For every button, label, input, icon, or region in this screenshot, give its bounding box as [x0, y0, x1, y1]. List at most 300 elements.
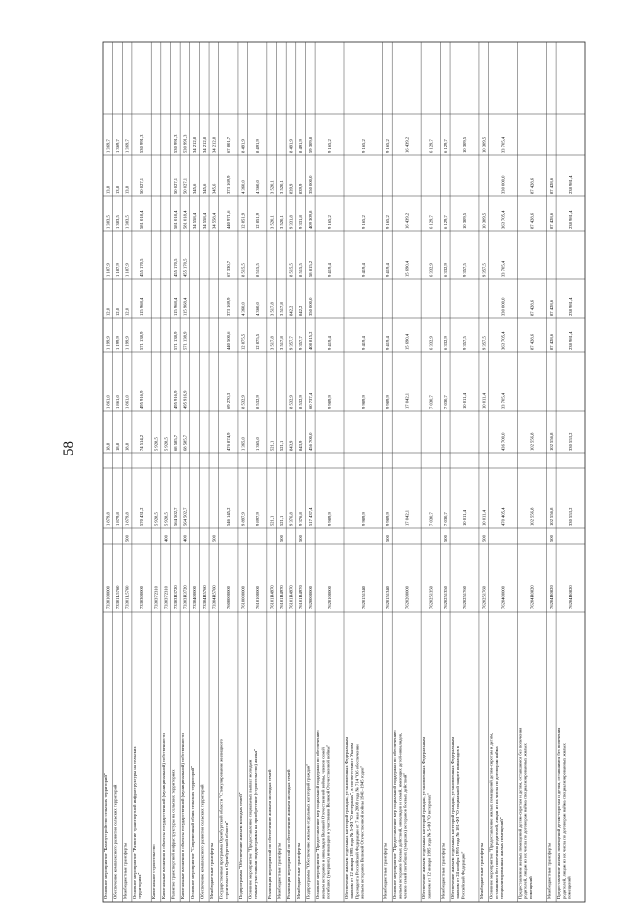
row-amount: 495 916,9 [182, 390, 188, 409]
row-amount: 6 129,7 [428, 139, 434, 153]
row-amount: 1 879,8 [124, 512, 130, 526]
row-amount: 571 138,9 [139, 331, 145, 350]
row-amount: 521,1 [278, 515, 284, 526]
row-amount: 581 018,4 [182, 210, 188, 229]
row-amount: 1 879,8 [115, 512, 121, 526]
row-amount: 1 365,0 [254, 437, 260, 451]
row-amount: 9 419,4 [360, 263, 366, 277]
row-amount: 33 705,4 [500, 136, 506, 153]
row-amount: 3 520,1 [278, 180, 284, 194]
row-code: 76204R0820 [529, 585, 535, 609]
row-name: Межбюджетные трансферты [209, 842, 215, 899]
row-amount: 8 515,5 [240, 263, 246, 277]
row-amount: 238 981,4 [568, 210, 574, 229]
row-amount: 9 357,7 [298, 336, 304, 350]
row-amount: 564 502,7 [182, 507, 188, 526]
row-amount: 517 437,4 [307, 507, 313, 526]
row-amount: 530 991,3 [182, 134, 188, 153]
row-amount: 50 027,1 [139, 177, 145, 194]
row-amount: 9 165,2 [384, 215, 390, 229]
row-expense-type: 500 [124, 535, 130, 542]
row-amount: 33 705,4 [500, 392, 506, 409]
row-amount: 5 928,5 [153, 437, 159, 451]
row-amount: 8 532,9 [254, 395, 260, 409]
row-code: 7620000000 [307, 586, 313, 609]
row-amount: 12 851,9 [240, 212, 246, 229]
row-amount: 13,8 [105, 185, 111, 194]
row-amount: 581 018,4 [139, 210, 145, 229]
row-name: Основное мероприятие "Развитие транспортной инфраструктуры на сельских [131, 746, 137, 899]
row-amount: 10 309,5 [462, 212, 468, 229]
row-expense-type: 500 [442, 535, 448, 542]
row-amount: 8 515,5 [298, 263, 304, 277]
row-amount: 67 801,7 [225, 136, 231, 153]
row-amount: 6 129,7 [442, 139, 448, 153]
row-expense-type: 500 [211, 535, 217, 542]
row-code: 73303R3720 [172, 585, 178, 609]
row-amount: 9 989,9 [327, 395, 333, 409]
table-row [161, 437, 169, 899]
row-name: территориях" [137, 872, 143, 899]
row-amount: 6 332,9 [442, 336, 448, 350]
row-amount: 17 042,1 [404, 392, 410, 409]
row-code: 7620251760 [462, 586, 468, 609]
row-name: Капитальное строительство [151, 844, 157, 899]
row-name: законом от 24 ноября 1995 года № 181-ФЗ "О социальной защите инвалидов в [455, 746, 461, 899]
row-amount: 8 491,9 [298, 139, 304, 153]
row-code: 76101R4970 [288, 585, 294, 609]
row-amount: 34 558,4 [192, 212, 198, 229]
row-amount: 16 439,2 [404, 136, 410, 153]
row-amount: 69 270,3 [225, 392, 231, 409]
row-name: родителей, лицам из их числа по договорам найма специализированных жилых [522, 743, 528, 899]
row-amount: 9 357,5 [462, 263, 468, 277]
row-amount: 34 212,8 [211, 136, 217, 153]
row-amount: 4 360,0 [240, 180, 246, 194]
row-amount: 17 042,1 [404, 509, 410, 526]
row-name: Предоставление жилых помещений детям-сиротам и детям, оставшимся без попечения [556, 727, 562, 899]
row-amount: 3 520,1 [269, 180, 275, 194]
table-row [305, 136, 313, 899]
row-amount: 8 532,9 [240, 395, 246, 409]
row-amount: 9 165,2 [360, 139, 366, 153]
table-row [199, 136, 207, 899]
row-amount: 440 500,6 [225, 331, 231, 350]
row-amount: 68 585,7 [182, 434, 188, 451]
row-amount: 571 138,9 [182, 331, 188, 350]
row-name: Основное мероприятие "Предоставление социальных выплат молодым [247, 759, 253, 899]
row-amount: 581 018,4 [172, 210, 178, 229]
row-code: 7600000000 [225, 586, 231, 609]
table-row [190, 136, 198, 899]
row-name: Основное мероприятие "Предоставление мер социальной поддержки по обеспечению [315, 730, 321, 899]
row-name: Межбюджетные трансферты [382, 842, 388, 899]
row-name: Основное мероприятие "Благоустройство сельских территорий" [103, 773, 108, 899]
row-amount: 7 030,7 [428, 395, 434, 409]
row-amount: 1 187,9 [105, 263, 111, 277]
row-code: 7330372310 [153, 586, 159, 609]
row-amount: 87 428,6 [548, 212, 554, 229]
row-amount: 8 532,9 [298, 395, 304, 409]
table-row [315, 139, 333, 900]
row-amount: 363 705,4 [500, 331, 506, 350]
row-name: жильем ветеранов боевых действий, инвалидов и семей, имеющих детей-инвалидов, [397, 732, 403, 899]
row-code: 76101R4970 [269, 585, 275, 609]
row-amount: 12,0 [124, 307, 130, 316]
row-amount: 9 165,2 [327, 215, 333, 229]
row-amount: 436 700,0 [500, 432, 506, 451]
row-code: 7620400000 [500, 586, 506, 609]
row-amount: 8 515,5 [288, 263, 294, 277]
row-expense-type: 400 [182, 535, 188, 542]
table-row [518, 177, 536, 899]
row-amount: 1 369,7 [124, 139, 130, 153]
row-amount: 1 861,0 [124, 395, 130, 409]
row-amount: 15 690,4 [404, 260, 410, 277]
row-amount: 50 027,1 [172, 177, 178, 194]
row-amount: 60 737,4 [307, 392, 313, 409]
row-code: 76204R0820 [548, 585, 554, 609]
table-row [219, 136, 232, 899]
row-name: Обеспечение жильем отдельных категорий граждан, установленных Федеральным [450, 736, 456, 899]
row-amount: 456 700,0 [307, 432, 313, 451]
row-amount: 9 419,4 [327, 263, 333, 277]
row-amount: 470 405,4 [500, 507, 506, 526]
row-amount: 345,6 [201, 183, 207, 194]
row-amount: 373 169,9 [225, 175, 231, 194]
row-code: 7330100000 [105, 586, 111, 609]
row-amount: 115 968,4 [139, 297, 145, 316]
row-amount: 5 928,5 [153, 512, 159, 526]
row-name: Реализация мероприятий по обеспечению жильем молодых семей [286, 769, 292, 899]
table-row [421, 139, 434, 899]
row-amount: 6 332,9 [442, 263, 448, 277]
row-amount: 10 011,4 [462, 393, 468, 409]
row-code: 7610100000 [254, 586, 260, 609]
row-code: 7620151340 [360, 586, 366, 609]
row-amount: 87 428,6 [548, 177, 554, 194]
row-code: 7330300000 [139, 586, 145, 609]
row-name: Капитальные вложения в объекты государственной (муниципальной) собственности [180, 733, 186, 899]
row-amount: 1 199,9 [115, 336, 121, 350]
table-row [546, 177, 554, 899]
table-row [170, 134, 178, 899]
table-row [132, 134, 145, 899]
row-code: 73304R5760 [201, 585, 207, 609]
row-amount: 1 369,7 [115, 139, 121, 153]
page-number: 58 [61, 441, 77, 456]
row-amount: 12,0 [105, 307, 111, 316]
row-amount: 3 520,1 [278, 215, 284, 229]
row-amount: 476 874,9 [225, 432, 231, 451]
row-code: 73301L5760 [115, 585, 121, 609]
row-amount: 521,1 [278, 440, 284, 451]
row-name: Президента Российской Федерации от 7 мая 2008 года № 714 "Об обеспечении [354, 744, 360, 899]
row-amount: 34 212,8 [192, 136, 198, 153]
table-row [180, 134, 188, 899]
row-code: 7620251350 [428, 586, 434, 609]
row-amount: 8 491,9 [240, 139, 246, 153]
row-amount: 59 309,8 [307, 136, 313, 153]
row-code: 73304R5760 [211, 585, 217, 609]
row-amount: 9 989,9 [384, 395, 390, 409]
row-name: строительства в Оренбургской области" [223, 820, 229, 899]
row-amount: 50 027,1 [182, 177, 188, 194]
row-amount: 238 981,4 [568, 297, 574, 316]
row-amount: 4 360,0 [240, 302, 246, 316]
row-amount: 350 000,0 [307, 297, 313, 316]
row-amount: 9 897,9 [240, 512, 246, 526]
row-amount: 9 165,2 [360, 215, 366, 229]
row-amount: 87 428,6 [529, 177, 535, 194]
row-amount: 15 690,4 [404, 333, 410, 350]
row-amount: 1 861,0 [105, 395, 111, 409]
row-code: 73303R3720 [182, 585, 188, 609]
row-amount: 7 030,7 [442, 512, 448, 526]
row-amount: 842,2 [298, 305, 304, 316]
row-amount: 1 369,7 [105, 139, 111, 153]
row-amount: 18,8 [124, 442, 130, 451]
row-amount: 842,2 [288, 305, 294, 316]
row-amount: 87 428,6 [529, 333, 535, 350]
row-amount: 839,9 [298, 183, 304, 194]
row-name: Обеспечение комплексного развития сельских территорий [112, 784, 118, 899]
row-amount: 12 875,5 [254, 333, 260, 350]
row-name: Капитальные вложения в объекты государственной (муниципальной) собственности [160, 733, 166, 899]
row-code: 7620100000 [327, 586, 333, 609]
row-name: Основное мероприятие "Предоставление мер социальной поддержки по обеспечению [392, 730, 398, 899]
row-amount: 3 517,8 [278, 302, 284, 316]
row-amount: 67 330,7 [225, 260, 231, 277]
row-amount: 350 000,0 [307, 175, 313, 194]
row-expense-type: 500 [278, 535, 284, 542]
row-code: 76101R4970 [278, 585, 284, 609]
row-name: Основное мероприятие "Предоставление жилых помещений детям-сиротам и детям, [488, 732, 494, 899]
row-amount: 10 011,4 [481, 510, 487, 526]
row-amount: 1 383,5 [105, 215, 111, 229]
row-amount: 18,8 [115, 442, 121, 451]
table-row [151, 437, 159, 899]
row-code: 7620151340 [384, 586, 390, 609]
row-amount: 521,1 [269, 440, 275, 451]
row-amount: 345,6 [211, 183, 217, 194]
row-amount: 87 428,6 [529, 299, 535, 316]
row-amount: 3 517,8 [269, 302, 275, 316]
row-expense-type: 500 [384, 535, 390, 542]
row-amount: 18,8 [105, 442, 111, 451]
table-row [489, 136, 507, 899]
row-amount: 10 309,5 [481, 136, 487, 153]
row-name: Межбюджетные трансферты [276, 842, 282, 899]
row-name: Основное мероприятие "Современный облик сельских территорий" [189, 766, 195, 899]
table-row [392, 136, 410, 900]
row-amount: 455 170,5 [172, 258, 178, 277]
row-amount: 58 815,2 [307, 260, 313, 277]
row-amount: 546 145,2 [225, 507, 231, 526]
row-amount: 10 309,5 [481, 212, 487, 229]
row-name: специализированных жилых помещений" [499, 817, 504, 899]
row-amount: 9 165,2 [384, 139, 390, 153]
row-amount: 839,9 [288, 183, 294, 194]
row-amount: 5 928,5 [163, 437, 169, 451]
table-row [383, 139, 391, 899]
row-name: Обеспечение комплексного развития сельских территорий [199, 784, 205, 899]
row-amount: 115 968,4 [182, 297, 188, 316]
row-amount: 34 212,8 [201, 136, 207, 153]
row-amount: 9 989,9 [327, 512, 333, 526]
row-expense-type: 500 [481, 535, 487, 542]
row-amount: 238 981,4 [568, 331, 574, 350]
row-amount: 1 187,9 [115, 263, 121, 277]
table-row [440, 139, 448, 899]
row-amount: 495 916,9 [172, 390, 178, 409]
table-row [248, 139, 261, 899]
row-amount: 330 553,2 [568, 507, 574, 526]
row-amount: 363 705,4 [500, 210, 506, 229]
table-row [267, 180, 275, 899]
row-amount: 9 331,8 [298, 215, 304, 229]
row-amount: 33 705,4 [500, 260, 506, 277]
row-amount: 455 170,5 [139, 258, 145, 277]
row-amount: 8 491,9 [288, 139, 294, 153]
row-name: Подпрограмма "Обеспечение жильем молодых семей" [237, 792, 243, 899]
row-amount: 7 030,7 [428, 512, 434, 526]
row-amount: 409 309,8 [307, 210, 313, 229]
row-code: 7620251350 [442, 586, 448, 609]
row-amount: 34 558,4 [201, 212, 207, 229]
row-name: оставшимся без попечения родителей, лицам из их числа по договорам найма [493, 746, 499, 899]
row-amount: 330 000,0 [500, 297, 506, 316]
table-row [556, 175, 574, 899]
row-amount: 571 138,9 [172, 331, 178, 350]
row-amount: 843,9 [288, 440, 294, 451]
table-row [344, 139, 367, 900]
row-amount: 102 556,8 [529, 507, 535, 526]
row-amount: 16 439,2 [404, 212, 410, 229]
row-amount: 6 129,7 [442, 215, 448, 229]
row-name: Предоставление жилых помещений детям-сиротам и детям, оставшимся без попечения [517, 727, 523, 899]
row-name: Межбюджетные трансферты [295, 842, 301, 899]
row-amount: 1 879,8 [105, 512, 111, 526]
row-amount: 10 011,4 [462, 510, 468, 526]
row-amount: 9 419,4 [384, 263, 390, 277]
row-amount: 102 556,8 [548, 432, 554, 451]
row-name: законом от 12 января 1995 года № 5-ФЗ "О ветеранах" [426, 792, 432, 899]
row-expense-type: 400 [163, 535, 169, 542]
row-name: Обеспечение жильем отдельных категорий граждан, установленных Федеральным [344, 736, 349, 899]
row-name: Реализация мероприятий по обеспечению жильем молодых семей [266, 769, 272, 899]
row-amount: 4 360,0 [254, 180, 260, 194]
row-amount: 7 030,7 [442, 395, 448, 409]
row-amount: 570 431,2 [139, 507, 145, 526]
row-amount: 87 428,6 [529, 212, 535, 229]
row-name: Государственная программа Оренбургской области "Стимулирование жилищного [218, 739, 224, 899]
row-amount: 4 360,0 [254, 302, 260, 316]
row-name: Подпрограмма "Обеспечение жильем отдельных категорий граждан" [305, 763, 311, 899]
row-amount: 1 383,5 [115, 215, 121, 229]
row-name: Межбюджетные трансферты [440, 842, 446, 899]
row-amount: 345,6 [192, 183, 198, 194]
table-row [277, 180, 285, 899]
row-code: 73301L5760 [124, 585, 130, 609]
row-expense-type: 500 [548, 535, 554, 542]
row-amount: 1 199,9 [105, 336, 111, 350]
row-name: Межбюджетные трансферты [546, 842, 552, 899]
row-amount: 9 357,5 [462, 336, 468, 350]
row-amount: 9 897,9 [254, 512, 260, 526]
table-row [450, 136, 468, 899]
row-code: 7610000000 [240, 586, 246, 609]
row-amount: 74 514,2 [139, 434, 145, 451]
row-code: 7620251760 [481, 586, 487, 609]
row-amount: 9 376,8 [298, 512, 304, 526]
row-amount: 102 556,8 [548, 507, 554, 526]
row-name: Межбюджетные трансферты [122, 842, 128, 899]
row-name: Российской Федерации" [460, 851, 466, 899]
row-amount: 9 357,5 [481, 263, 487, 277]
row-amount: 13,8 [124, 185, 130, 194]
row-name: погибших (умерших) инвалидов и участников Великой Отечественной войны" [325, 744, 331, 899]
row-name: родителей, лицам из их числа по договорам найма специализированных жилых [561, 743, 567, 899]
row-code: 76204R0820 [568, 585, 574, 609]
row-amount: 238 981,4 [568, 175, 574, 194]
table-row [479, 136, 487, 899]
row-amount: 1 199,9 [124, 336, 130, 350]
row-amount: 455 170,5 [182, 258, 188, 277]
row-amount: 115 968,4 [172, 297, 178, 316]
row-amount: 843,9 [298, 440, 304, 451]
row-name: Обеспечение жильем отдельных категорий граждан, установленных Федеральным [421, 736, 427, 899]
row-amount: 87 428,6 [548, 333, 554, 350]
row-amount: 1 365,0 [240, 437, 246, 451]
row-name: жильем ветеранов и инвалидов Великой Отечественной войны, членов семей [320, 747, 326, 899]
row-amount: 10 011,4 [481, 393, 487, 409]
row-amount: 6 129,7 [428, 215, 434, 229]
row-amount: 9 989,9 [384, 512, 390, 526]
row-amount: 330 553,2 [568, 432, 574, 451]
table-row [209, 136, 217, 899]
row-amount: 3 517,8 [278, 336, 284, 350]
row-amount: 10 309,5 [462, 136, 468, 153]
row-amount: 9 357,5 [481, 336, 487, 350]
row-amount: 9 989,9 [360, 512, 366, 526]
table-row [122, 139, 130, 899]
row-amount: 530 991,3 [139, 134, 145, 153]
row-amount: 1 187,9 [124, 263, 130, 277]
row-amount: 68 585,7 [172, 434, 178, 451]
row-amount: 8 515,5 [254, 263, 260, 277]
row-amount: 12 875,5 [240, 333, 246, 350]
row-code: 76101R4970 [298, 585, 304, 609]
table-row [238, 139, 246, 899]
row-amount: 1 861,0 [115, 395, 121, 409]
row-code: 7330372310 [163, 586, 169, 609]
row-name: помещений [527, 876, 533, 899]
row-amount: 530 991,3 [172, 134, 178, 153]
table-row [113, 139, 121, 899]
row-amount: 9 165,2 [327, 139, 333, 153]
row-name: Межбюджетные трансферты [478, 842, 484, 899]
row-amount: 521,1 [269, 515, 275, 526]
row-amount: 440 971,6 [225, 210, 231, 229]
row-amount: 3 517,8 [269, 336, 275, 350]
row-amount: 9 419,4 [327, 336, 333, 350]
row-amount: 8 491,9 [254, 139, 260, 153]
table-row [296, 139, 304, 899]
row-amount: 6 332,9 [428, 336, 434, 350]
row-name: членов семей погибших (умерших) ветеранов боевых действий" [402, 772, 408, 899]
row-amount: 13,8 [115, 185, 121, 194]
